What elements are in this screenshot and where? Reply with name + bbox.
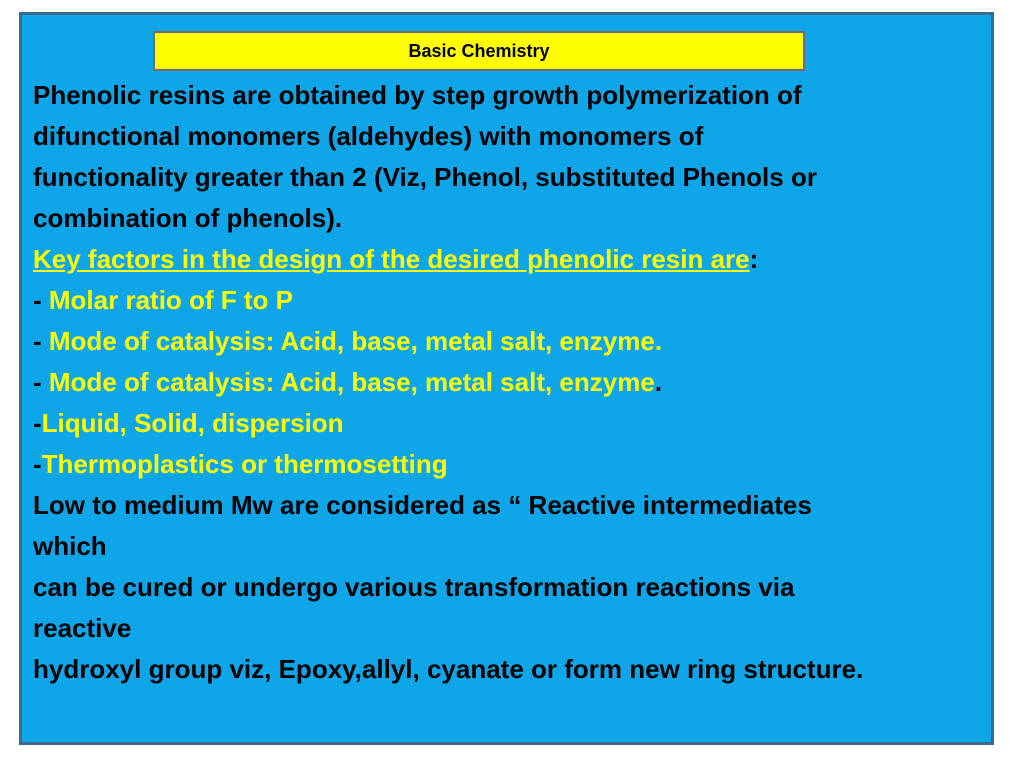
- key-factors-heading-line: [33, 239, 983, 280]
- factor-text: Thermoplastics or thermosetting: [41, 449, 448, 479]
- paragraph-line: functionality greater than 2 (Viz, Phenol, substituted Phenols or: [33, 162, 817, 192]
- slide-title: Basic Chemistry: [408, 40, 550, 61]
- key-factors-heading: Key factors in the design of the desired phenolic resin are: [33, 244, 750, 274]
- factor-item: [33, 403, 983, 444]
- factor-suffix: .: [654, 367, 663, 397]
- title-box: [153, 31, 805, 71]
- factor-item: [33, 362, 983, 403]
- factor-prefix: -: [33, 408, 42, 438]
- factor-text: Mode of catalysis: Acid, base, metal salt, enzyme.: [48, 326, 663, 356]
- closing-line: hydroxyl group viz, Epoxy,allyl, cyanate or form new ring structure.: [33, 654, 864, 684]
- slide-content: [33, 75, 983, 690]
- factor-text: Liquid, Solid, dispersion: [41, 408, 344, 438]
- factor-text: Molar ratio of F to P: [48, 285, 293, 315]
- closing-line: reactive: [33, 613, 132, 643]
- closing-line: Low to medium Mw are considered as “ Reactive intermediates: [33, 490, 812, 520]
- paragraph-line: difunctional monomers (aldehydes) with monomers of: [33, 121, 704, 151]
- paragraph-line: combination of phenols).: [33, 203, 343, 233]
- closing-line: can be cured or undergo various transformation reactions via: [33, 572, 795, 602]
- factor-item: [33, 280, 983, 321]
- slide: [19, 12, 994, 745]
- factor-prefix: -: [33, 326, 49, 356]
- factor-prefix: -: [33, 367, 49, 397]
- paragraph-line: Phenolic resins are obtained by step growth polymerization of: [33, 80, 802, 110]
- factor-item: [33, 321, 983, 362]
- factor-prefix: -: [33, 449, 42, 479]
- factor-item: [33, 444, 983, 485]
- factor-text: Mode of catalysis: Acid, base, metal salt, enzyme: [48, 367, 655, 397]
- factor-prefix: -: [33, 285, 49, 315]
- key-factors-colon: :: [749, 244, 759, 274]
- closing-line: which: [33, 531, 107, 561]
